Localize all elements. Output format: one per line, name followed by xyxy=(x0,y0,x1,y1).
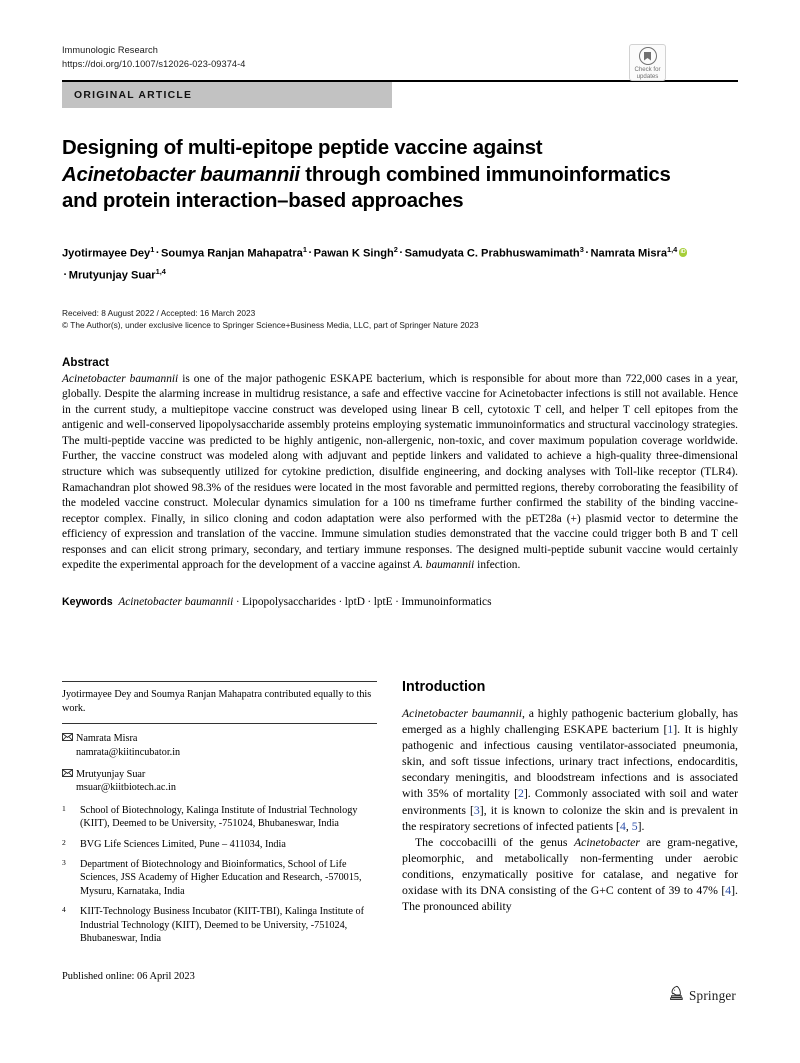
affiliation-number: 1 xyxy=(62,803,66,813)
doi-link[interactable]: https://doi.org/10.1007/s12026-023-09374-4 xyxy=(62,58,246,69)
author-separator: · xyxy=(308,247,313,260)
article-type-banner-row xyxy=(62,82,738,110)
contact-entry xyxy=(62,768,377,795)
intro-text: The coccobacilli of the genus xyxy=(415,835,574,849)
article-type-label: ORIGINAL ARTICLE xyxy=(74,89,193,101)
title-part-2: through combined immunoinformatics and protein interaction–based approaches xyxy=(62,163,671,212)
keyword-separator: · xyxy=(395,595,399,608)
citation-link[interactable]: 4 xyxy=(725,884,732,898)
intro-text: are gram-negative, pleomorphic, and metabolically non-fermenting under aerobic conditions, enzymatically positive for catalase, and negative for oxidase with its DNA consisting of the G+C content of 39 to 47% [ xyxy=(402,835,738,898)
publication-dates xyxy=(62,307,738,332)
footnote-rule-bottom xyxy=(62,723,377,724)
journal-name: Immunologic Research xyxy=(62,45,158,55)
citation-link[interactable]: 3 xyxy=(473,803,480,817)
keyword-separator: · xyxy=(367,595,372,608)
crossmark-label-line2: updates xyxy=(636,73,659,80)
keyword-separator: · xyxy=(235,595,240,608)
orcid-icon[interactable] xyxy=(679,248,688,257)
published-online-line: Published online: 06 April 2023 xyxy=(62,971,195,983)
introduction-paragraph-2 xyxy=(402,835,738,915)
abstract-heading: Abstract xyxy=(62,355,110,369)
page-title xyxy=(62,135,672,215)
affiliation-number: 2 xyxy=(62,837,66,847)
intro-text: ]. The pronounced ability xyxy=(402,884,738,914)
article-type-banner xyxy=(62,82,392,108)
affiliation-item xyxy=(62,858,377,898)
intro-text: ], it is known to colonize the skin and is prevalent in the respiratory secretions of infected patients [ xyxy=(402,803,738,833)
keywords-label: Keywords xyxy=(62,595,113,608)
keyword-separator: · xyxy=(338,595,343,608)
affiliation-item xyxy=(62,804,377,831)
bookmark-icon xyxy=(644,52,651,61)
affiliation-text: Department of Biotechnology and Bioinformatics, School of Life Sciences, JSS Academy of Higher Education and Research, -570015, Mysuru, Karnataka, India xyxy=(80,859,362,897)
crossmark-icon xyxy=(639,47,657,65)
springer-knight-icon xyxy=(669,985,684,1006)
received-accepted-line: Received: 8 August 2022 / Accepted: 16 March 2023 xyxy=(62,307,256,318)
introduction-paragraph-1 xyxy=(402,706,738,835)
publisher-name: Springer xyxy=(689,987,737,1003)
abstract-body: is one of the major pathogenic ESKAPE bacterium, which is responsible for about more than 722,000 cases in a year, globally. Despite the alarming increase in multidrug resistance, a safe and effective vaccine for Acinetobacter infections is still not available. Hence in the current study, a multiepitope vaccine construct was developed using linear B cell, cytotoxic T cell, and helper T cell epitopes from the antigenic and well-conserved lipopolysaccharide assembly proteins employing systematic immunoinformatics and structural vaccinology strategies. The multi-peptide vaccine was predicted to be highly antigenic, non-allergenic, non-toxic, and cover maximum population coverage worldwide. Further, the vaccine construct was modeled along with adjuvant and peptide linkers and validated to achieve a high-quality three-dimensional structure which was subsequently utilized for cytokine prediction, disulfide engineering, and docking analyses with Toll-like receptor (TLR4). Ramachandran plot showed 98.3% of the residues were located in the most favorable and permitted regions, thereby corroborating the feasibility of the modeled vaccine construct. Molecular dynamics simulation for a 100 ns timeframe further confirmed the stability of the binding vaccine-receptor complex. Finally, in silico cloning and codon adaptation were also performed with the pET28a (+) plasmid vector to determine the efficiency of expression and translation of the vaccine. Immune simulation studies demonstrated that the vaccine could trigger both B and T cell responses and can elicit strong primary, secondary, and tertiary immune responses. The designed multi-peptide subunit vaccine would certainly expedite the experimental approach for the development of a vaccine against xyxy=(62,372,738,572)
intro-text: ]. xyxy=(637,819,645,833)
crossmark-label-line1: Check for xyxy=(634,66,661,73)
contact-email[interactable]: namrata@kiitincubator.in xyxy=(76,746,181,758)
author-name[interactable]: Soumya Ranjan Mahapatra xyxy=(161,247,303,260)
author-affiliation-marker: 1 xyxy=(302,244,307,254)
title-species-italic: Acinetobacter baumannii xyxy=(62,163,300,186)
keyword-item[interactable]: Immunoinformatics xyxy=(401,595,492,608)
contact-body xyxy=(76,768,176,795)
right-column xyxy=(402,681,738,915)
author-separator: · xyxy=(399,247,404,260)
abstract-species-italic: Acinetobacter baumannii xyxy=(62,372,179,385)
abstract-text xyxy=(62,372,738,574)
copyright-line: © The Author(s), under exclusive licence to Springer Science+Business Media, LLC, part of Springer Nature 2023 xyxy=(62,320,479,331)
citation-link[interactable]: 2 xyxy=(518,787,524,801)
author-affiliation-marker: 1,4 xyxy=(155,266,166,276)
affiliation-number: 3 xyxy=(62,858,66,868)
affiliation-item xyxy=(62,905,377,945)
contact-email[interactable]: msuar@kiitbiotech.ac.in xyxy=(76,782,176,794)
author-affiliation-marker: 3 xyxy=(579,244,584,254)
author-list xyxy=(62,241,702,285)
contact-body xyxy=(76,732,180,759)
affiliation-text: BVG Life Sciences Limited, Pune – 411034, India xyxy=(80,838,286,850)
lower-columns xyxy=(62,679,738,983)
affiliation-item xyxy=(62,838,377,851)
author-separator: · xyxy=(155,247,160,260)
citation-link[interactable]: 1 xyxy=(667,723,674,737)
intro-genus-italic: Acinetobacter xyxy=(573,835,640,849)
intro-text: ]. Commonly associated with soil and water environments [ xyxy=(402,787,738,817)
keyword-item[interactable]: Lipopolysaccharides xyxy=(242,595,336,608)
author-affiliation-marker: 2 xyxy=(393,244,398,254)
author-affiliation-marker: 1,4 xyxy=(667,244,678,254)
publisher-logo xyxy=(669,985,736,1006)
check-for-updates-badge[interactable] xyxy=(629,44,666,81)
abstract-body-end: infection. xyxy=(474,559,521,572)
intro-text: , a highly pathogenic bacterium globally, has emerged as a highly challenging ESKAPE bacterium [ xyxy=(402,707,738,737)
intro-text: ]. It is highly pathogenic and infectious causing ventilator-associated pneumonia, skin, and soft tissue infections, urinary tract infections, endocarditis, secondary meningitis, and bloodstream infections and is associated with 35% of mortality [ xyxy=(402,723,738,801)
affiliation-text: School of Biotechnology, Kalinga Institute of Industrial Technology (KIIT), Deemed to be University, -751024, Bhubaneswar, India xyxy=(80,804,358,830)
page-content xyxy=(62,44,738,610)
author-name[interactable]: Samudyata C. Prabhuswamimath xyxy=(404,247,580,260)
footnote-rule-top xyxy=(62,681,377,682)
keyword-item[interactable]: lptD xyxy=(344,595,365,608)
equal-contribution-note: Jyotirmayee Dey and Soumya Ranjan Mahapatra contributed equally to this work. xyxy=(62,689,372,714)
envelope-icon xyxy=(62,732,76,759)
author-name[interactable]: Jyotirmayee Dey xyxy=(62,247,151,260)
author-separator: · xyxy=(585,247,590,260)
affiliation-number: 4 xyxy=(62,905,66,915)
contact-name: Mrutyunjay Suar xyxy=(76,769,146,780)
keyword-item[interactable]: lptE xyxy=(373,595,393,608)
keyword-item[interactable]: Acinetobacter baumannii xyxy=(118,595,234,608)
author-name[interactable]: Namrata Misra xyxy=(590,247,667,260)
intro-species-italic: Acinetobacter baumannii xyxy=(402,707,522,720)
contact-entry xyxy=(62,732,377,759)
left-column xyxy=(62,681,377,982)
author-separator: · xyxy=(63,269,68,282)
author-name[interactable]: Pawan K Singh xyxy=(313,247,394,260)
keywords-line xyxy=(62,595,738,611)
contact-name: Namrata Misra xyxy=(76,733,138,745)
affiliation-text: KIIT-Technology Business Incubator (KIIT-TBI), Kalinga Institute of Industrial Technology (KIIT), Deemed to be University, -751024, Bhubaneswar, India xyxy=(80,906,364,945)
citation-link[interactable]: 5 xyxy=(631,819,638,833)
abstract-species-italic-end: A. baumannii xyxy=(413,559,475,572)
intro-text: , xyxy=(625,819,632,833)
title-part-1: Designing of multi-epitope peptide vaccine against xyxy=(62,137,543,159)
author-name[interactable]: Mrutyunjay Suar xyxy=(68,269,156,282)
citation-link[interactable]: 4 xyxy=(619,819,626,833)
introduction-heading: Introduction xyxy=(402,679,486,695)
author-affiliation-marker: 1 xyxy=(150,244,155,254)
envelope-icon xyxy=(62,768,76,795)
